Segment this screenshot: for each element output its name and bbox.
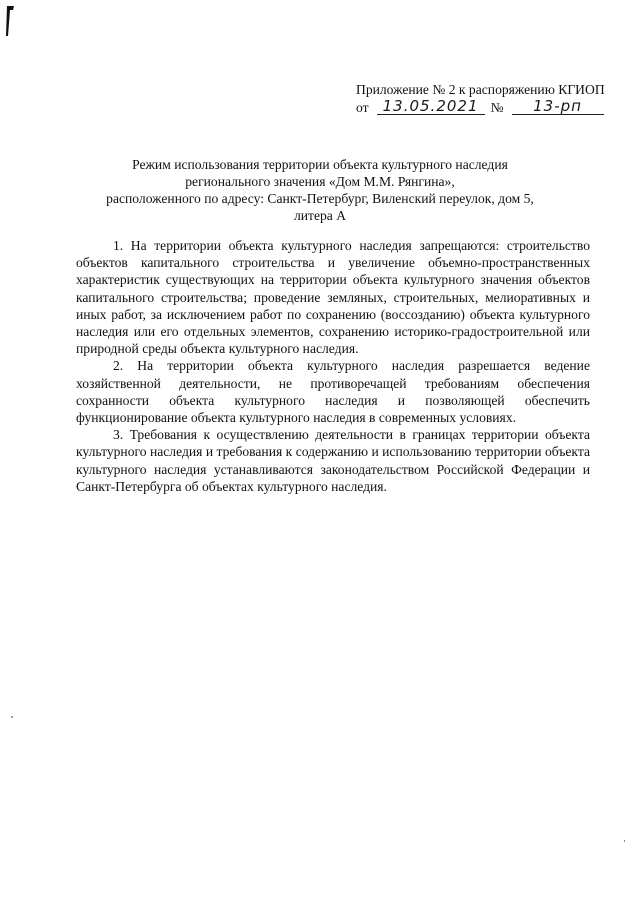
- number-label: №: [490, 100, 504, 115]
- paragraph-3: 3. Требования к осуществлению деятельности в границах территории объекта культурного наследия и требования к содержанию и использованию территории объекта культурного наследия устанавливаются законодательством Российской Федерации и Санкт-Петербурга об объектах культурного наследия.: [76, 427, 590, 494]
- order-date-number-line: [356, 99, 606, 115]
- scan-speck: [624, 840, 625, 842]
- scan-corner-mark: [6, 6, 16, 36]
- from-label: от: [356, 100, 369, 115]
- document-title: [90, 156, 550, 224]
- appendix-reference: Приложение № 2 к распоряжению КГИОП: [356, 82, 605, 97]
- appendix-header: [356, 82, 606, 115]
- document-body: [76, 237, 590, 495]
- scan-speck: [11, 716, 13, 718]
- title-line-1: Режим использования территории объекта культурного наследия: [132, 157, 508, 172]
- handwritten-date: 13.05.2021: [377, 99, 485, 115]
- handwritten-order-number: 13-рп: [512, 99, 604, 115]
- title-line-3: расположенного по адресу: Санкт-Петербург, Виленский переулок, дом 5, литера А: [106, 191, 534, 223]
- paragraph-2: 2. На территории объекта культурного наследия разрешается ведение хозяйственной деятельности, не противоречащей требованиям обеспечения сохранности объекта культурного наследия и позволяющей обеспечить функционирование объекта культурного наследия в современных условиях.: [76, 358, 590, 426]
- paragraph-1: 1. На территории объекта культурного наследия запрещаются: строительство объектов капитального строительства и увеличение объемно-пространственных характеристик существующих на территории объекта культурного значения объектов капитального строительства; проведение земляных, строительных, мелиоративных и иных работ, за исключением работ по сохранению (воссозданию) объекта культурного наследия или его отдельных элементов, сохранению историко-градостроительной или природной среды объекта культурного наследия.: [76, 238, 590, 357]
- title-line-2: регионального значения «Дом М.М. Рянгина»,: [185, 174, 455, 189]
